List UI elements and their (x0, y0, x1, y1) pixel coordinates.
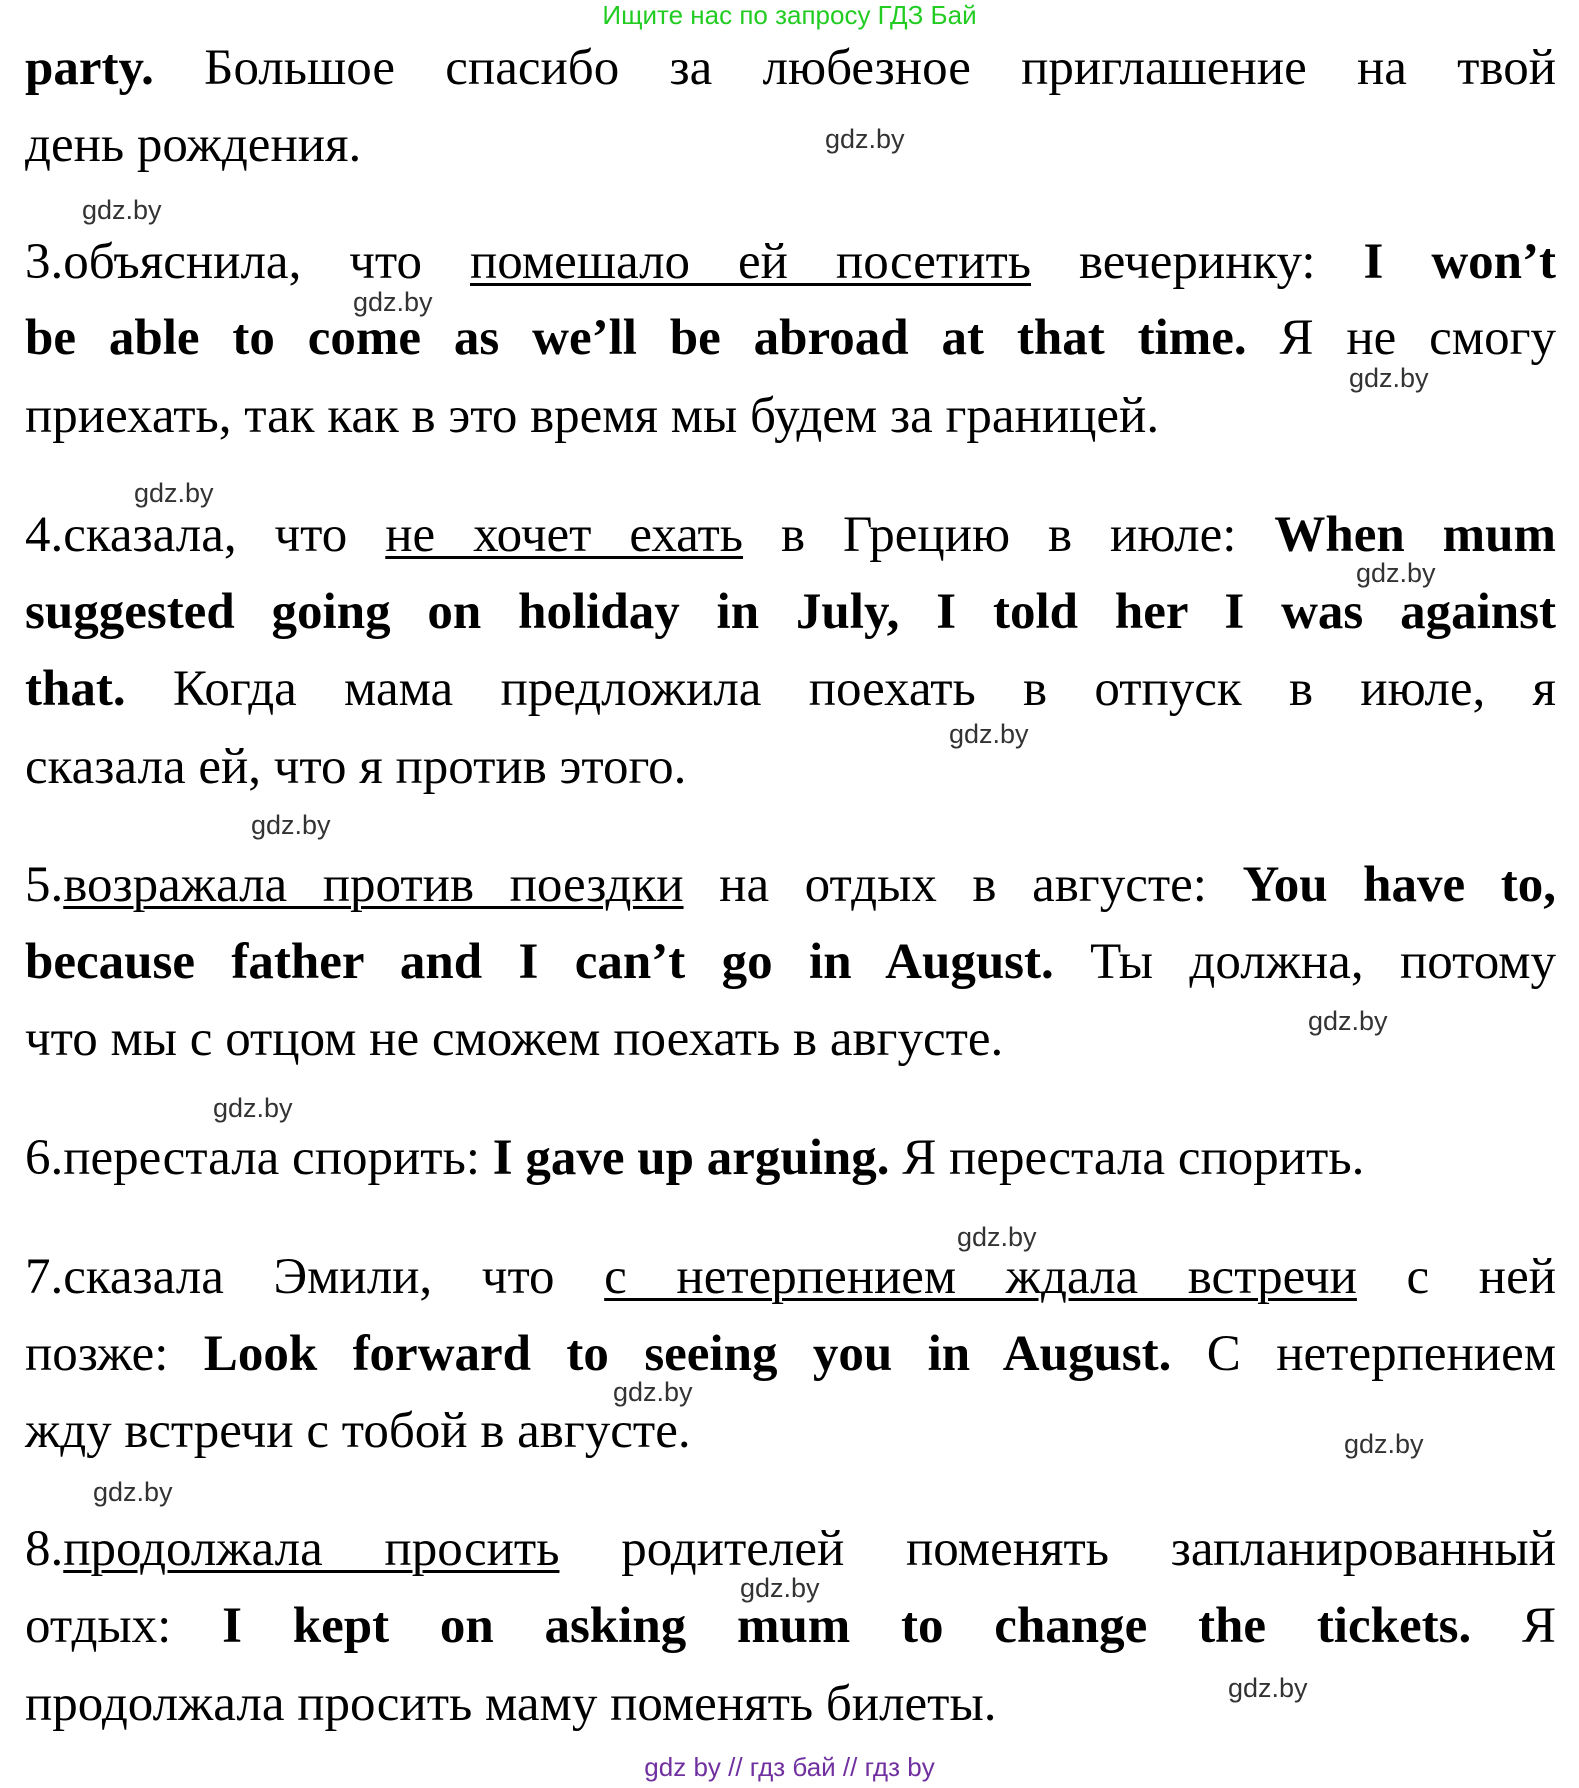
bottom-banner[interactable]: gdz by // гдз бай // гдз by (644, 1752, 935, 1782)
text-segment: день рождения. (25, 117, 362, 173)
text-line (25, 1125, 1556, 1191)
text-segment: продолжала просить маму поменять билеты. (25, 1676, 997, 1732)
watermark: gdz.by (1344, 1429, 1424, 1459)
text-segment: Я перестала спорить. (889, 1130, 1365, 1186)
watermark: gdz.by (213, 1093, 293, 1123)
text-segment: 6.перестала спорить: (25, 1130, 493, 1186)
text-segment: жду встречи с тобой в августе. (25, 1403, 691, 1459)
text-segment: 4.сказала, что (25, 507, 386, 563)
text-line (25, 579, 1556, 645)
top-banner[interactable]: Ищите нас по запросу ГДЗ Бай (602, 0, 977, 30)
text-segment: 7.сказала Эмили, что (25, 1249, 605, 1305)
english-phrase: be able to come as we’ll be abroad at that time. (25, 310, 1247, 366)
text-segment: С нетерпением (1171, 1326, 1557, 1382)
text-segment: приехать, так как в это время мы будем за границей. (25, 388, 1160, 444)
english-phrase: You have to, (1242, 857, 1557, 913)
watermark: gdz.by (1356, 558, 1436, 588)
watermark: gdz.by (134, 478, 214, 508)
text-line (25, 929, 1556, 995)
watermark: gdz.by (825, 124, 905, 154)
text-segment: 3.объяснила, что (25, 234, 471, 290)
text-segment: Ты должна, потому (1053, 934, 1556, 990)
english-phrase: because father and I can’t go in August. (25, 934, 1054, 990)
text-segment: Когда мама предложила поехать в отпуск в июле, я (125, 661, 1556, 717)
text-segment: позже: (25, 1326, 204, 1382)
english-phrase: I won’t (1363, 234, 1556, 290)
watermark: gdz.by (1349, 363, 1429, 393)
text-segment: Я (1471, 1598, 1556, 1654)
text-line (25, 1398, 1556, 1464)
text-line (25, 112, 1556, 178)
text-line (25, 1244, 1556, 1310)
underlined-phrase: не хочет ехать (385, 507, 744, 563)
text-segment: с ней (1356, 1249, 1556, 1305)
english-phrase: When mum (1274, 507, 1556, 563)
text-segment: 5. (25, 857, 64, 913)
text-segment: Большое спасибо за любезное приглашение на твой (153, 40, 1556, 96)
english-phrase: party. (25, 40, 154, 96)
text-segment: вечеринку: (1031, 234, 1364, 290)
english-phrase: suggested going on holiday in July, I told her I was against (25, 584, 1556, 640)
watermark: gdz.by (251, 810, 331, 840)
english-phrase: I kept on asking mum to change the tickets. (222, 1598, 1472, 1654)
watermark: gdz.by (82, 195, 162, 225)
watermark: gdz.by (740, 1573, 820, 1603)
watermark: gdz.by (1308, 1006, 1388, 1036)
underlined-phrase: продолжала просить (63, 1521, 560, 1577)
underlined-phrase: помешало ей посетить (470, 234, 1031, 290)
english-phrase: I gave up arguing. (492, 1130, 890, 1186)
text-line (25, 305, 1556, 371)
watermark: gdz.by (613, 1377, 693, 1407)
text-segment: родителей поменять запланированный (559, 1521, 1556, 1577)
text-line (25, 35, 1556, 101)
watermark: gdz.by (949, 719, 1029, 749)
text-line (25, 229, 1556, 295)
watermark: gdz.by (353, 287, 433, 317)
text-line (25, 656, 1556, 722)
text-segment: в Грецию в июле: (743, 507, 1275, 563)
text-line (25, 1671, 1556, 1737)
text-line (25, 1321, 1556, 1387)
underlined-phrase: возражала против поездки (63, 857, 684, 913)
english-phrase: that. (25, 661, 126, 717)
underlined-phrase: с нетерпением ждала встречи (604, 1249, 1357, 1305)
text-segment: Я не смогу (1246, 310, 1556, 366)
watermark: gdz.by (1228, 1673, 1308, 1703)
text-line (25, 383, 1556, 449)
text-line (25, 734, 1556, 800)
text-segment: отдых: (25, 1598, 223, 1654)
english-phrase: Look forward to seeing you in August. (203, 1326, 1172, 1382)
text-segment: 8. (25, 1521, 64, 1577)
watermark: gdz.by (957, 1222, 1037, 1252)
text-segment: сказала ей, что я против этого. (25, 739, 687, 795)
text-segment: на отдых в августе: (683, 857, 1243, 913)
watermark: gdz.by (93, 1477, 173, 1507)
text-line (25, 852, 1556, 918)
text-segment: что мы с отцом не сможем поехать в августе. (25, 1011, 1004, 1067)
text-line (25, 502, 1556, 568)
